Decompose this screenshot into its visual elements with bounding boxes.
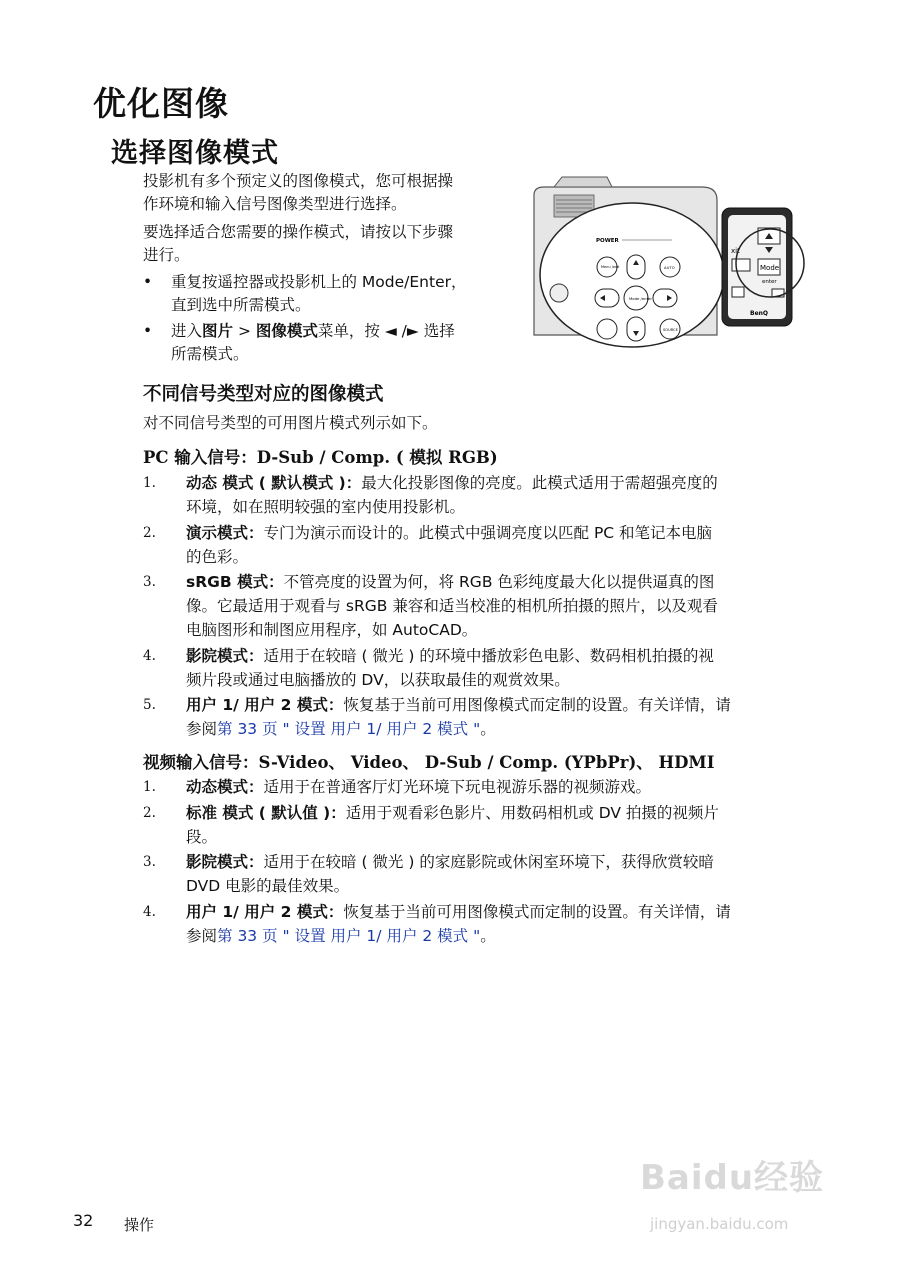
intro-paragraph-2: 要选择适合您需要的操作模式，请按以下步骤 进行。: [143, 223, 454, 264]
left-button[interactable]: [595, 289, 619, 307]
signal-types-heading: 不同信号类型对应的图像模式: [143, 384, 384, 405]
menu-exit-label: Menu /exit: [601, 265, 620, 269]
watermark-logo: Baidu经验: [640, 1158, 825, 1198]
projector-remote-illustration: [532, 175, 827, 353]
bullet-dot: •: [143, 273, 153, 291]
page-title: 优化图像: [93, 84, 229, 123]
pc-mode-list: [143, 471, 815, 743]
intro-paragraph-1: 投影机有多个预定义的图像模式，您可根据操 作环境和输入信号图像类型进行选择。: [143, 172, 454, 213]
video-input-heading: 视频输入信号：S-Video、 Video、 D-Sub / Comp. (YPbPr)、 HDMI: [143, 753, 715, 772]
list-item: 1. 动态模式：适用于在普通客厅灯光环境下玩电视游乐器的视频游戏。: [143, 778, 652, 796]
footer-section-name: 操作: [124, 1216, 155, 1234]
list-item: 1. 动态 模式 ( 默认模式 )：最大化投影图像的亮度。此模式适用于需超强亮度的 环境，如在照明较强的室内使用投影机。: [143, 474, 718, 516]
remote-mode-label: Mode: [760, 264, 780, 272]
pc-input-heading: PC 输入信号：D-Sub / Comp. ( 模拟 RGB): [143, 448, 498, 467]
mode-enter-label: Mode /enter: [629, 296, 652, 301]
power-button[interactable]: [550, 284, 568, 302]
power-label: POWER: [596, 238, 619, 244]
list-item: 4. 用户 1/ 用户 2 模式：恢复基于当前可用图像模式而定制的设置。有关详情，请 参阅第 33 页 " 设置 用户 1/ 用户 2 模式 "。: [143, 902, 731, 945]
bullet-item: • 进入图片 > 图像模式菜单，按 ◄ /► 选择 所需模式。: [143, 320, 513, 366]
remote-enter-label: enter: [762, 279, 777, 285]
list-item: 2. 标准 模式 ( 默认值 )：适用于观看彩色影片、用数码相机或 DV 拍摄的视频片 段。: [143, 803, 719, 846]
source-label: SOURCE: [663, 328, 678, 332]
watermark-url: jingyan.baidu.com: [650, 1215, 789, 1233]
page-33-link[interactable]: 第 33 页 " 设置 用户 1/ 用户 2 模式 ": [217, 720, 481, 738]
section-title: 选择图像模式: [111, 138, 279, 169]
bullet-dot: •: [143, 322, 153, 340]
list-item: 3. sRGB 模式：不管亮度的设置为何，将 RGB 色彩纯度最大化以提供逼真的图 像。它最适用于观看与 sRGB 兼容和适当校准的相机所拍摄的照片，以及观看 电脑图形和制图应用程序，如 AutoCAD。: [143, 573, 718, 639]
down-button[interactable]: [627, 317, 645, 341]
page-number: 32: [73, 1211, 94, 1230]
list-item: 2. 演示模式：专门为演示而设计的。此模式中强调亮度以匹配 PC 和笔记本电脑 的色彩。: [143, 523, 713, 566]
menu-lower-button[interactable]: [597, 319, 617, 339]
right-button[interactable]: [653, 289, 677, 307]
auto-label: AUTO: [664, 265, 675, 270]
list-item: 5. 用户 1/ 用户 2 模式：恢复基于当前可用图像模式而定制的设置。有关详情，请 参阅第 33 页 " 设置 用户 1/ 用户 2 模式 "。: [143, 696, 731, 738]
up-button[interactable]: [627, 255, 645, 279]
page-33-link[interactable]: 第 33 页 " 设置 用户 1/ 用户 2 模式 ": [217, 926, 481, 945]
remote-brand-logo: BenQ: [750, 310, 769, 317]
list-item: 3. 影院模式：适用于在较暗 ( 微光 ) 的家庭影院或休闲室环境下，获得欣赏较暗 DVD 电影的最佳效果。: [143, 853, 714, 895]
bullet-item: • 重复按遥控器或投影机上的 Mode/Enter， 直到选中所需模式。: [143, 271, 513, 317]
video-mode-list: [143, 775, 815, 949]
remote-small-button[interactable]: [732, 287, 744, 297]
list-item: 4. 影院模式：适用于在较暗 ( 微光 ) 的环境中播放彩色电影、数码相机拍摄的视 频片段或通过电脑播放的 DV，以获取最佳的观赏效果。: [143, 646, 714, 689]
signal-types-description: 对不同信号类型的可用图片模式列示如下。: [143, 414, 438, 432]
remote-exit-label: xit: [731, 247, 740, 255]
remote-left-button[interactable]: [732, 259, 750, 271]
bullet-list: [143, 271, 513, 366]
